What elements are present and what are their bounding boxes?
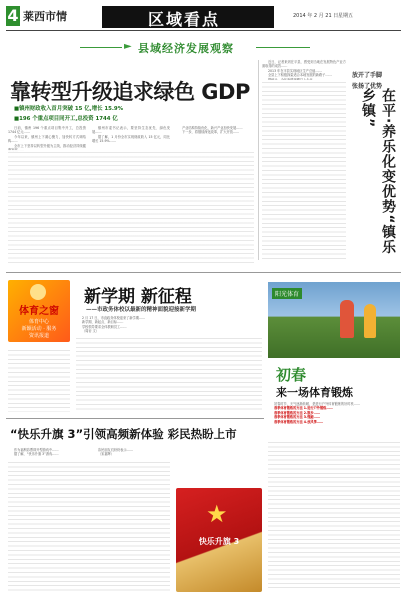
article1-bullet-2: ■196 个重点项目同开工,总投资 1744 亿 [14,116,118,122]
article2-vertical-headline: 在平·养乐化变优势“镇乐乡镇” [360,88,396,255]
sports-window-ad[interactable] [8,280,70,342]
article5-paragraph: （宋嘉辉） [98,452,114,457]
article3-paragraph: 新学期、新起点、新目标…… [82,320,124,325]
sports-ad-line-1: 体育中心 [28,319,49,325]
left-column-text [8,348,70,412]
article3-text-lines [76,336,262,412]
article4-paragraph: 初春时节，天气逐渐转暖，是进行户外体育锻炼的好时机…… [274,402,361,406]
article1-paragraph: 日前，镇州 196 个重点项目集中开工，总投资 1744 亿元…… [8,126,86,135]
article1-paragraph: 全市上下坚持以转型升级为主线，推动经济持续健 [14,143,86,148]
article5-paragraph: 据了解，“快乐升旗 3”游戏…… [14,452,59,457]
runner-figure-icon [340,300,354,338]
article5-headline: “快乐升旗 3”引领高频新体验 彩民热盼上市 [10,427,237,441]
issue-day: 星期五 [338,13,354,19]
article4-text-lines [268,440,400,590]
masthead-divider [6,30,401,31]
banner-rule-right [256,47,310,48]
ticket-caption: 快乐升旗 3 [198,537,240,546]
kicker-line-2: 张扬了优势 [352,83,383,90]
article2-paragraph: 2013 年在平县实现地区生产总值…… [268,68,322,73]
runner-figure-icon [364,304,376,338]
article1-bullet-1: ■镇州财政收入首月突破 15 亿,增长 15.9% [14,106,124,112]
article5-paragraph: 作为福利彩票即开型游戏中…… [14,448,59,452]
page-number: 4 [7,6,19,25]
article1-headline: 靠转型升级追求绿色 GDP [10,80,250,104]
article4-subhead: 来一场体育锻炼 [276,386,353,399]
article3-subhead: ——市政务体校以最新的精神面貌迎接新学期 [86,307,197,313]
article2-paragraph: 近日，记者来到在平县，感受到当地在发展特色产业方面取得的成效…… [262,60,346,69]
ticket-star-icon: ★ [206,500,228,528]
article4-paragraph: 春季体育锻炼的方法 1.进行户外锻炼…… [274,406,333,411]
article4-paragraph: 春季体育锻炼的方法 4.放风筝…… [274,419,324,424]
article4-paragraph: 春季体育锻炼的方法 2.散步…… [274,410,320,415]
article4-paragraph: 春季体育锻炼的方法 3.慢跑…… [274,415,320,420]
article2-paragraph: 全县上下积极探索适合本地发展的新路子…… [268,73,332,78]
issue-date: 2014 年 2 月 21 日 [293,13,339,19]
article1-paragraph: 产业结构持续优化，新兴产业加快发展…… [182,126,243,130]
article1-paragraph: 据了解，1 月份全市实现财政收入 15 亿元，同比增长 15.9%…… [92,134,170,144]
article4-headline: 初春 [276,366,307,384]
banner-rule-left [80,47,122,48]
sports-ad-figure-icon [30,284,46,300]
banner [80,40,310,54]
article1-paragraph: 今年以来，镇州上下凝心聚力，加快转方式调结构…… [8,134,86,144]
article2-text-lines [262,80,346,260]
column-title: 莱西市情 [23,10,67,23]
article1-paragraph: 镇州市委书记表示，要坚持生态优先、绿色发展…… [92,126,170,135]
article5-paragraph: 彩民朋友们纷纷表示…… [98,448,134,452]
section-divider-2 [6,418,264,419]
masthead [6,6,401,28]
kicker-line-1: 放开了手脚 [352,72,383,79]
banner-arrow-icon: ► [124,41,132,52]
article2-kicker [352,70,402,90]
article3-headline: 新学期 新征程 [84,287,192,307]
article1-text-lines [8,150,254,266]
lottery-ticket-image [176,488,262,592]
sports-ad-title: 体育之窗 [19,306,59,317]
sports-ad-line-3: 资讯报道 [28,333,49,339]
article2-divider [258,60,259,260]
section-divider [6,272,401,273]
article5-text-lines [8,460,170,594]
sports-ad-line-2: 新颖活动 · 服务 [21,326,57,332]
section-title: 区域看点 [148,10,221,29]
sunshine-sports-tag: 阳光体育 [272,288,302,299]
article3-paragraph: 学校领导要求全体教职员工…… [82,324,127,329]
article3-paragraph: （周岩 文） [82,329,99,334]
banner-text: 县域经济发展观察 [138,42,234,55]
article3-paragraph: 2 月 17 日，市直政务体校迎来了新学期…… [82,316,146,320]
article1-paragraph: 下一步，将继续深化改革，扩大开放…… [182,130,240,135]
